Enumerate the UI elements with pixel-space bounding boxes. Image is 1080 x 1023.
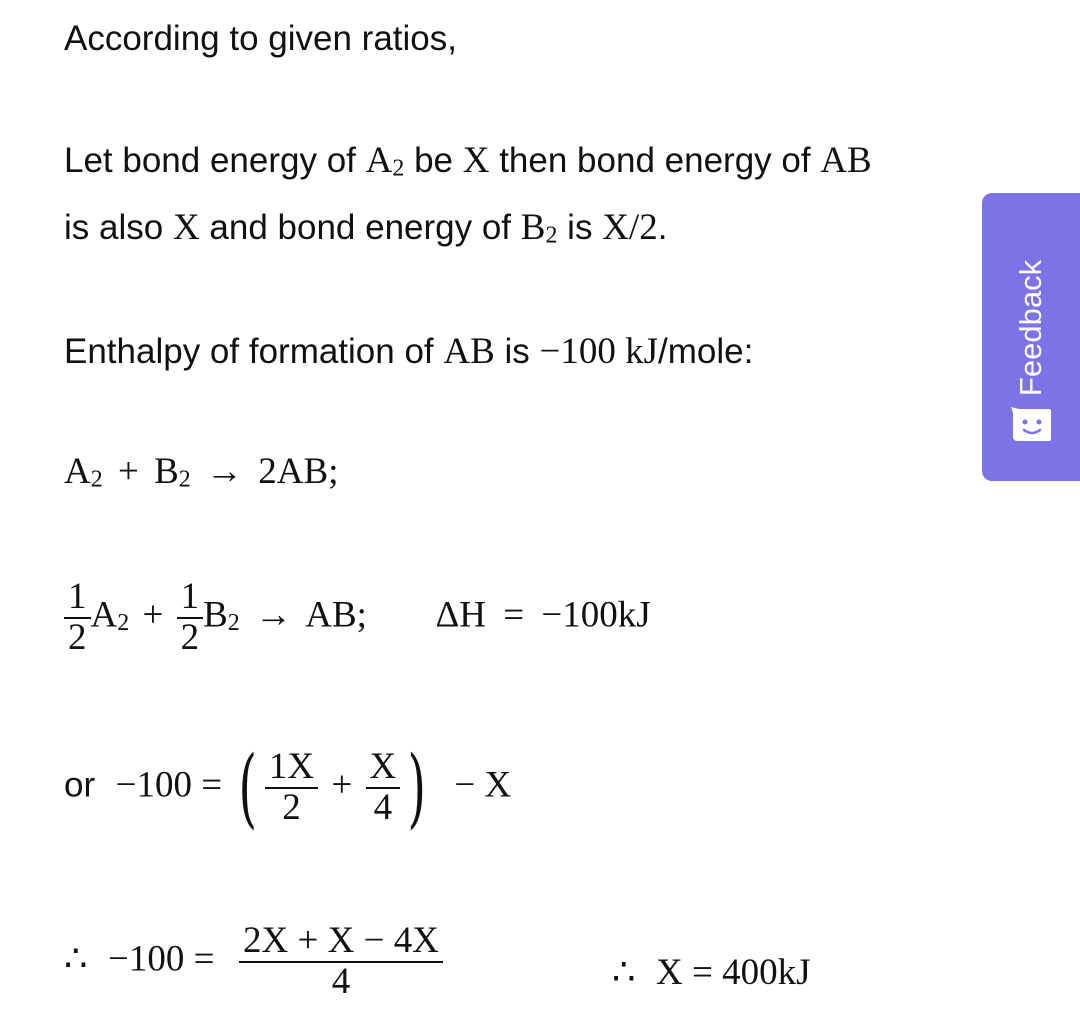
fraction-1x-2: $\frac{1X}{2}$ [265, 748, 318, 828]
enthalpy-line [64, 330, 753, 373]
text: . [657, 208, 668, 247]
intro-text: According to given ratios, [64, 19, 457, 58]
feedback-button[interactable] [982, 193, 1080, 481]
therefore-symbol: ∴ [64, 938, 88, 980]
text: Let bond energy of [64, 141, 366, 180]
text: is [494, 332, 540, 371]
therefore-symbol: ∴ [612, 952, 636, 993]
text: and bond energy of [199, 208, 521, 247]
math-ab: AB [443, 331, 495, 372]
text: /mole: [658, 332, 754, 371]
text: be [404, 141, 463, 180]
math-b2: $B_2$ [520, 207, 558, 249]
equation-3: or −100 = ( $\frac{1X}{2}$ + $\frac{X}{4}$ ) − X [64, 738, 512, 838]
chat-smile-icon [1011, 407, 1053, 443]
equation-4: ∴ −100 = $\frac{2X + X - 4X}{4}$ [64, 922, 443, 1002]
math-x: X [462, 140, 490, 181]
fraction-main: $\frac{2X + X - 4X}{4}$ [239, 922, 443, 1002]
delta-h: ΔH [435, 594, 486, 636]
math-value: −100 kJ [539, 331, 659, 372]
fraction-x-4: $\frac{X}{4}$ [366, 748, 401, 828]
math-x: X [172, 207, 200, 248]
feedback-label: Feedback [1013, 259, 1048, 397]
fraction-half: $\frac{1}{2}$ [177, 578, 204, 658]
equation-2: $\frac{1}{2}$ $A_2$ + $\frac{1}{2}$ $B_2$ → AB; ΔH = −100kJ [64, 578, 651, 658]
bond-energy-line-2 [64, 206, 667, 249]
math-a2: $A_2$ [365, 140, 405, 182]
text: Enthalpy of formation of [64, 332, 444, 371]
bond-energy-line-1 [64, 139, 872, 182]
fraction-half: $\frac{1}{2}$ [64, 578, 91, 658]
math-ab: AB [820, 140, 872, 181]
result: ∴ X = 400kJ [612, 952, 811, 993]
equation-1: $A_2 + B_2 \to 2AB$; [64, 451, 339, 493]
text: is also [64, 208, 173, 247]
math-x-half: X/2 [602, 207, 658, 248]
text: is [557, 208, 603, 247]
text: then bond energy of [489, 141, 821, 180]
